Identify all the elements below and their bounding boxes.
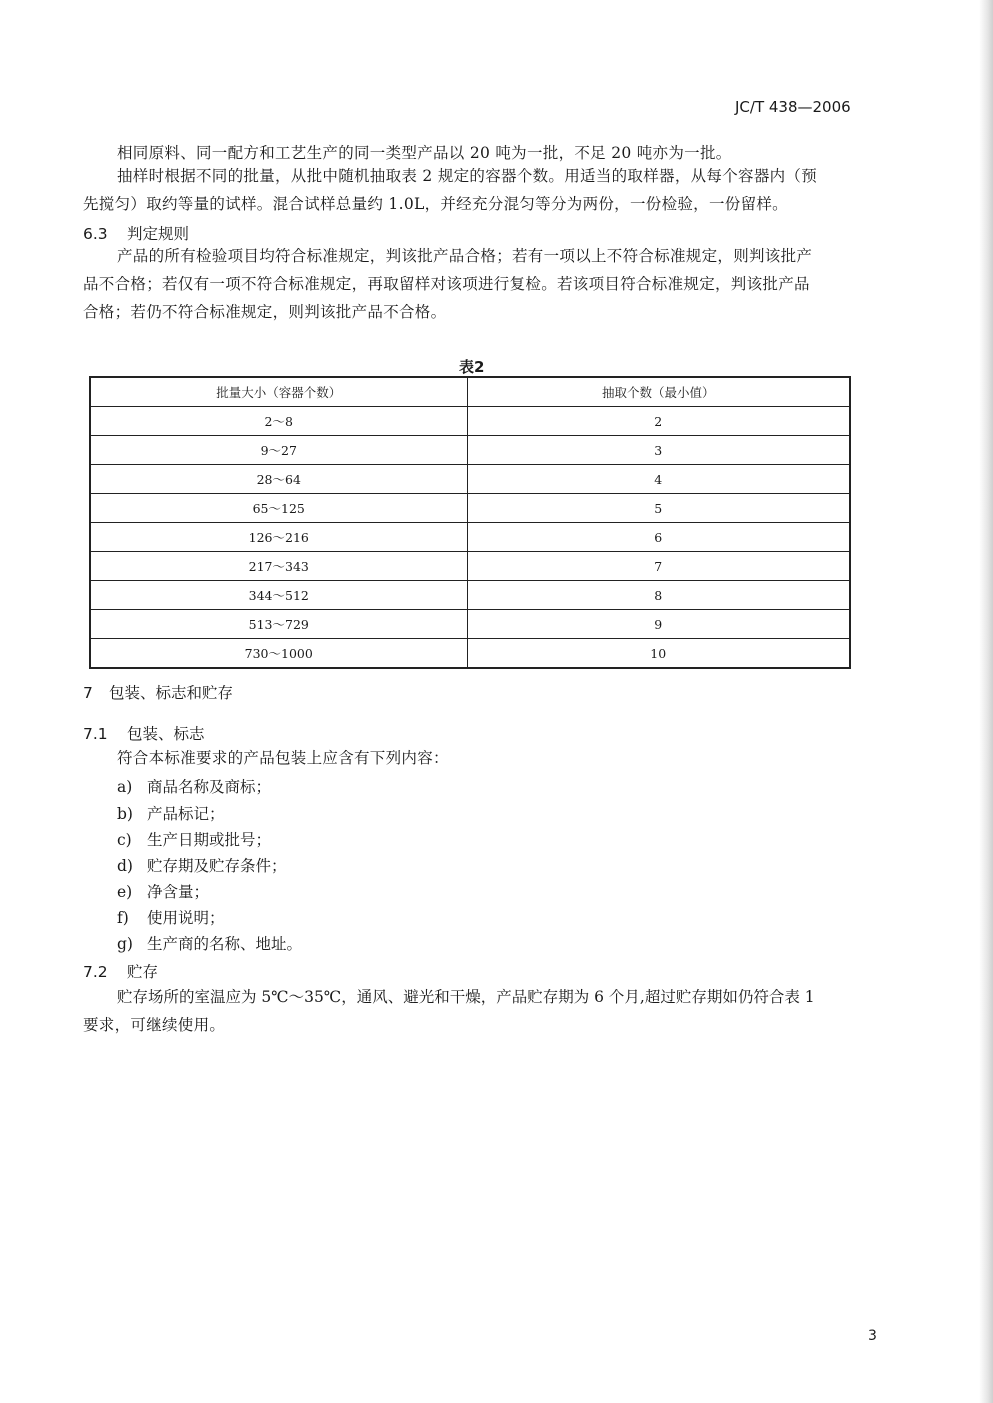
list-text: 生产日期或批号；: [147, 831, 272, 849]
sampling-paragraph-line-1: 抽样时根据不同的批量，从批中随机抽取表 2 规定的容器个数。用适当的取样器，从每个容器内（预: [117, 167, 818, 185]
page-number: 3: [868, 1328, 877, 1344]
sample-count-cell: 2: [467, 407, 850, 436]
list-marker: d): [117, 857, 133, 875]
table-row: [90, 436, 850, 465]
list-item: [117, 854, 287, 876]
list-text: 贮存期及贮存条件；: [147, 857, 287, 875]
list-item: [117, 828, 271, 850]
rules-paragraph-line-3: 合格；若仍不符合标准规定，则判该批产品不合格。: [83, 303, 447, 321]
document-code: JC/T 438—2006: [735, 98, 851, 116]
batch-size-cell: 730～1000: [90, 639, 467, 669]
list-text: 生产商的名称、地址。: [147, 935, 303, 953]
sample-count-cell: 3: [467, 436, 850, 465]
batch-size-cell: 344～512: [90, 581, 467, 610]
batch-definition-paragraph: 相同原料、同一配方和工艺生产的同一类型产品以 20 吨为一批，不足 20 吨亦为一批。: [117, 144, 732, 162]
table-row: [90, 407, 850, 436]
section-title: 包装、标志和贮存: [109, 684, 234, 702]
sample-count-cell: 6: [467, 523, 850, 552]
sample-count-cell: 5: [467, 494, 850, 523]
list-text: 净含量；: [147, 883, 210, 901]
section-7-1-heading: [83, 722, 205, 744]
batch-size-cell: 9～27: [90, 436, 467, 465]
section-title: 包装、标志: [127, 725, 205, 743]
table-row: [90, 639, 850, 669]
list-marker: f): [117, 909, 129, 927]
section-number: 7.1: [83, 725, 108, 743]
list-item: [117, 906, 225, 928]
section-number: 7: [83, 684, 93, 702]
header-sample-count: 抽取个数（最小值）: [467, 377, 850, 407]
storage-paragraph-line-1: 贮存场所的室温应为 5℃～35℃，通风、避光和干燥，产品贮存期为 6 个月,超过贮存期如仍符合表 1: [117, 988, 815, 1006]
header-batch-size: 批量大小（容器个数）: [90, 377, 467, 407]
batch-size-cell: 126～216: [90, 523, 467, 552]
list-marker: b): [117, 805, 133, 823]
batch-size-cell: 28～64: [90, 465, 467, 494]
rules-paragraph-line-1: 产品的所有检验项目均符合标准规定，判该批产品合格；若有一项以上不符合标准规定，则判该批产: [117, 247, 813, 265]
section-7-2-heading: [83, 960, 158, 982]
batch-size-cell: 65～125: [90, 494, 467, 523]
sample-count-cell: 4: [467, 465, 850, 494]
batch-size-cell: 513～729: [90, 610, 467, 639]
list-item: [117, 932, 302, 954]
section-number: 7.2: [83, 963, 108, 981]
table-row: [90, 610, 850, 639]
table-row: [90, 465, 850, 494]
list-item: [117, 802, 225, 824]
batch-size-cell: 2～8: [90, 407, 467, 436]
batch-size-cell: 217～343: [90, 552, 467, 581]
list-marker: a): [117, 778, 133, 796]
section-6-3-heading: [83, 222, 189, 244]
section-title: 贮存: [127, 963, 159, 981]
table-row: [90, 552, 850, 581]
list-text: 使用说明；: [147, 909, 225, 927]
sample-count-cell: 7: [467, 552, 850, 581]
sampling-table: [89, 376, 851, 669]
list-text: 商品名称及商标；: [147, 778, 272, 796]
table-row: [90, 523, 850, 552]
list-text: 产品标记；: [147, 805, 225, 823]
list-marker: e): [117, 883, 133, 901]
list-item: [117, 880, 209, 902]
section-7-heading: [83, 681, 233, 703]
sampling-paragraph-line-2: 先搅匀）取约等量的试样。混合试样总量约 1.0L，并经充分混匀等分为两份，一份检验，一份留样。: [83, 195, 788, 213]
table-caption: 表2: [459, 358, 485, 376]
rules-paragraph-line-2: 品不合格；若仅有一项不符合标准规定，再取留样对该项进行复检。若该项目符合标准规定，判该批产品: [83, 275, 810, 293]
section-number: 6.3: [83, 225, 108, 243]
sample-count-cell: 8: [467, 581, 850, 610]
page-edge-shadow: [979, 0, 993, 1403]
storage-paragraph-line-2: 要求，可继续使用。: [83, 1016, 226, 1034]
list-item: [117, 775, 271, 797]
packaging-intro: 符合本标准要求的产品包装上应含有下列内容：: [117, 749, 449, 767]
table-row: [90, 581, 850, 610]
table-header-row: [90, 377, 850, 407]
sample-count-cell: 9: [467, 610, 850, 639]
list-marker: c): [117, 831, 132, 849]
table-row: [90, 494, 850, 523]
list-marker: g): [117, 935, 133, 953]
section-title: 判定规则: [127, 225, 190, 243]
sample-count-cell: 10: [467, 639, 850, 669]
